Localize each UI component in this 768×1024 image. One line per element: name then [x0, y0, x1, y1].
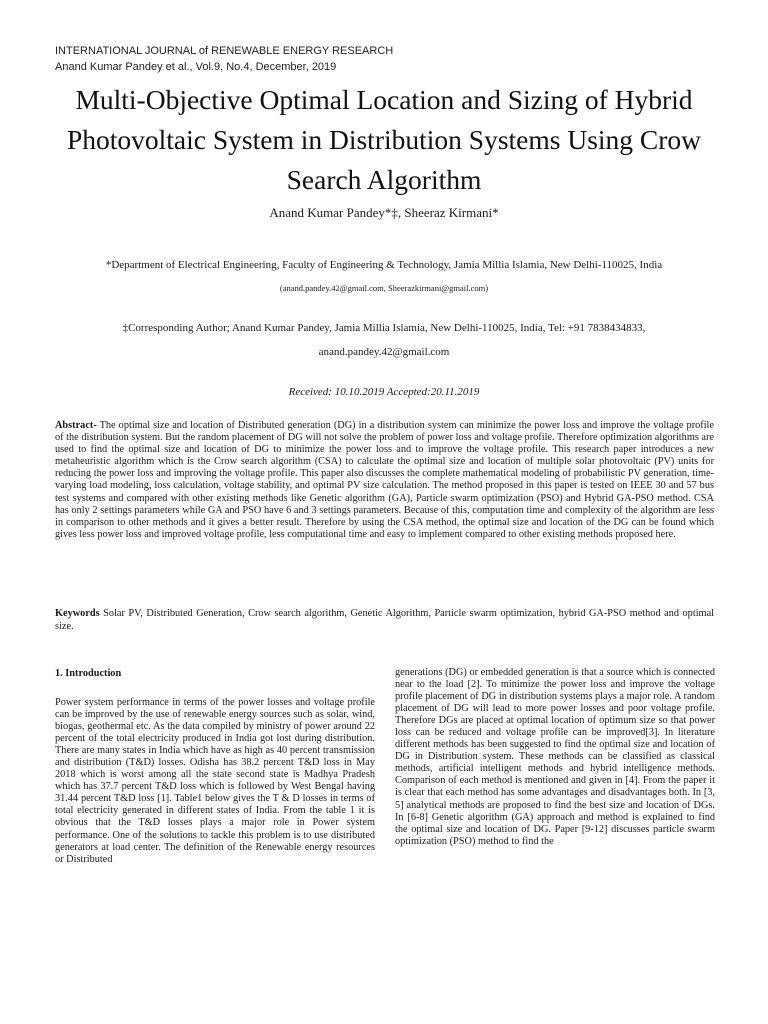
introduction-right-column: generations (DG) or embedded generation is that a source which is connected near to the load [2]. To minimize the power loss and improve the voltage profile placement of DG in distribution systems plays a major role. A random placement of DG will lead to more power losses and poor voltage profile. Therefore DGs are placed at optimal location of optimum size so that power loss can be reduced and voltage profile can be improved[3]. In literature different methods has been suggested to find the optimal size and location of DG in Distribution system. These methods can be classified as classical methods, artificial intelligent methods and hybrid intelligence methods. Comparison of each method is mentioned and given in [4]. From the paper it is clear that each method has some advantages and disadvantages both. In [3, 5] analytical methods are proposed to find the best size and location of DGs. In [6-8] Genetic algorithm (GA) approach and method is explained to find the optimal size and location of DG. Paper [9-12] discusses particle swarm optimization (PSO) method to find the [395, 667, 715, 847]
corresponding-author: ‡Corresponding Author; Anand Kumar Pandey, Jamia Millia Islamia, New Delhi-110025, India, Tel: +91 7838434833, [122, 322, 646, 334]
paper-authors: Anand Kumar Pandey*‡, Sheeraz Kirmani* [269, 205, 499, 220]
abstract [55, 420, 714, 541]
author-emails: (anand.pandey.42@gmail.com, Sheerazkirmani@gmail.com) [279, 283, 489, 293]
journal-header [55, 43, 393, 75]
keywords [55, 607, 714, 633]
keywords-text: Solar PV, Distributed Generation, Crow search algorithm, Genetic Algorithm, Particle swarm optimization, hybrid GA-PSO method and optimal size. [55, 608, 714, 632]
received-dates: Received: 10.10.2019 Accepted:20.11.2019 [288, 386, 480, 398]
author-affiliation: *Department of Electrical Engineering, Faculty of Engineering & Technology, Jamia Millia Islamia, New Delhi-110025, India [105, 259, 663, 271]
section-heading-introduction: 1. Introduction [55, 668, 122, 679]
paper-title: Multi-Objective Optimal Location and Sizing of Hybrid Photovoltaic System in Distribution Systems Using Crow Search Algorithm [66, 84, 702, 195]
introduction-left-column: Power system performance in terms of the power losses and voltage profile can be improved by the use of renewable energy sources such as solar, wind, biogas, geothermal etc. As the data compiled by ministry of power around 22 percent of the total electricity produced in India got lost during distribution. There are many states in India which have as high as 40 percent transmission and distribution (T&D) losses. Odisha has 38.2 percent T&D loss in May 2018 which is worst among all the state second state is Madhya Pradesh which has 37.7 percent T&D loss which is followed by West Bengal having 31.44 percent T&D loss [1]. Table1 below gives the T & D losses in terms of total electricity generated in different states of India. From the table 1 it is obvious that the T&D losses plays a major role in Power system performance. One of the solutions to tackle this problem is to use distributed generators at load center. The definition of the Renewable energy resources or Distributed [55, 697, 375, 865]
journal-citation: Anand Kumar Pandey et al., Vol.9, No.4, December, 2019 [55, 61, 337, 73]
corresponding-email: anand.pandey.42@gmail.com [318, 346, 450, 358]
keywords-label: Keywords [55, 608, 100, 619]
abstract-text: The optimal size and location of Distributed generation (DG) in a distribution system can minimize the power loss and improve the voltage profile of the distribution system. But the random placement of DG will not solve the problem of power loss and voltage profile. Therefore optimization algorithms are used to find the optimal size and location of DG to minimize the power loss and to improve the voltage profile. This research paper introduces a new metaheuristic algorithm which is the Crow search algorithm (CSA) to calculate the optimal size and location of multiple solar photovoltaic (PV) units for reducing the power loss and improving the voltage profile. This paper also discusses the complete mathematical modeling of probabilistic PV generation, time-varying load modeling, loss calculation, voltage stability, and optimal PV size calculation. The method proposed in this paper is tested on IEEE 30 and 57 bus test systems and compared with other existing methods like Genetic algorithm (GA), Particle swarm optimization (PSO) and Hybrid GA-PSO method. CSA has only 2 settings parameters while GA and PSO have 6 and 3 settings parameters. Because of this, computation time and complexity of the algorithm are less in comparison to other methods and it gives a better result. Therefore by using the CSA method, the optimal size and location of the DG can be found which gives less power loss and improved voltage profile, less computational time and easy to implement compared to other existing methods proposed here. [55, 420, 714, 540]
abstract-label: Abstract- [55, 420, 97, 431]
journal-name: INTERNATIONAL JOURNAL of RENEWABLE ENERGY RESEARCH [55, 45, 394, 57]
